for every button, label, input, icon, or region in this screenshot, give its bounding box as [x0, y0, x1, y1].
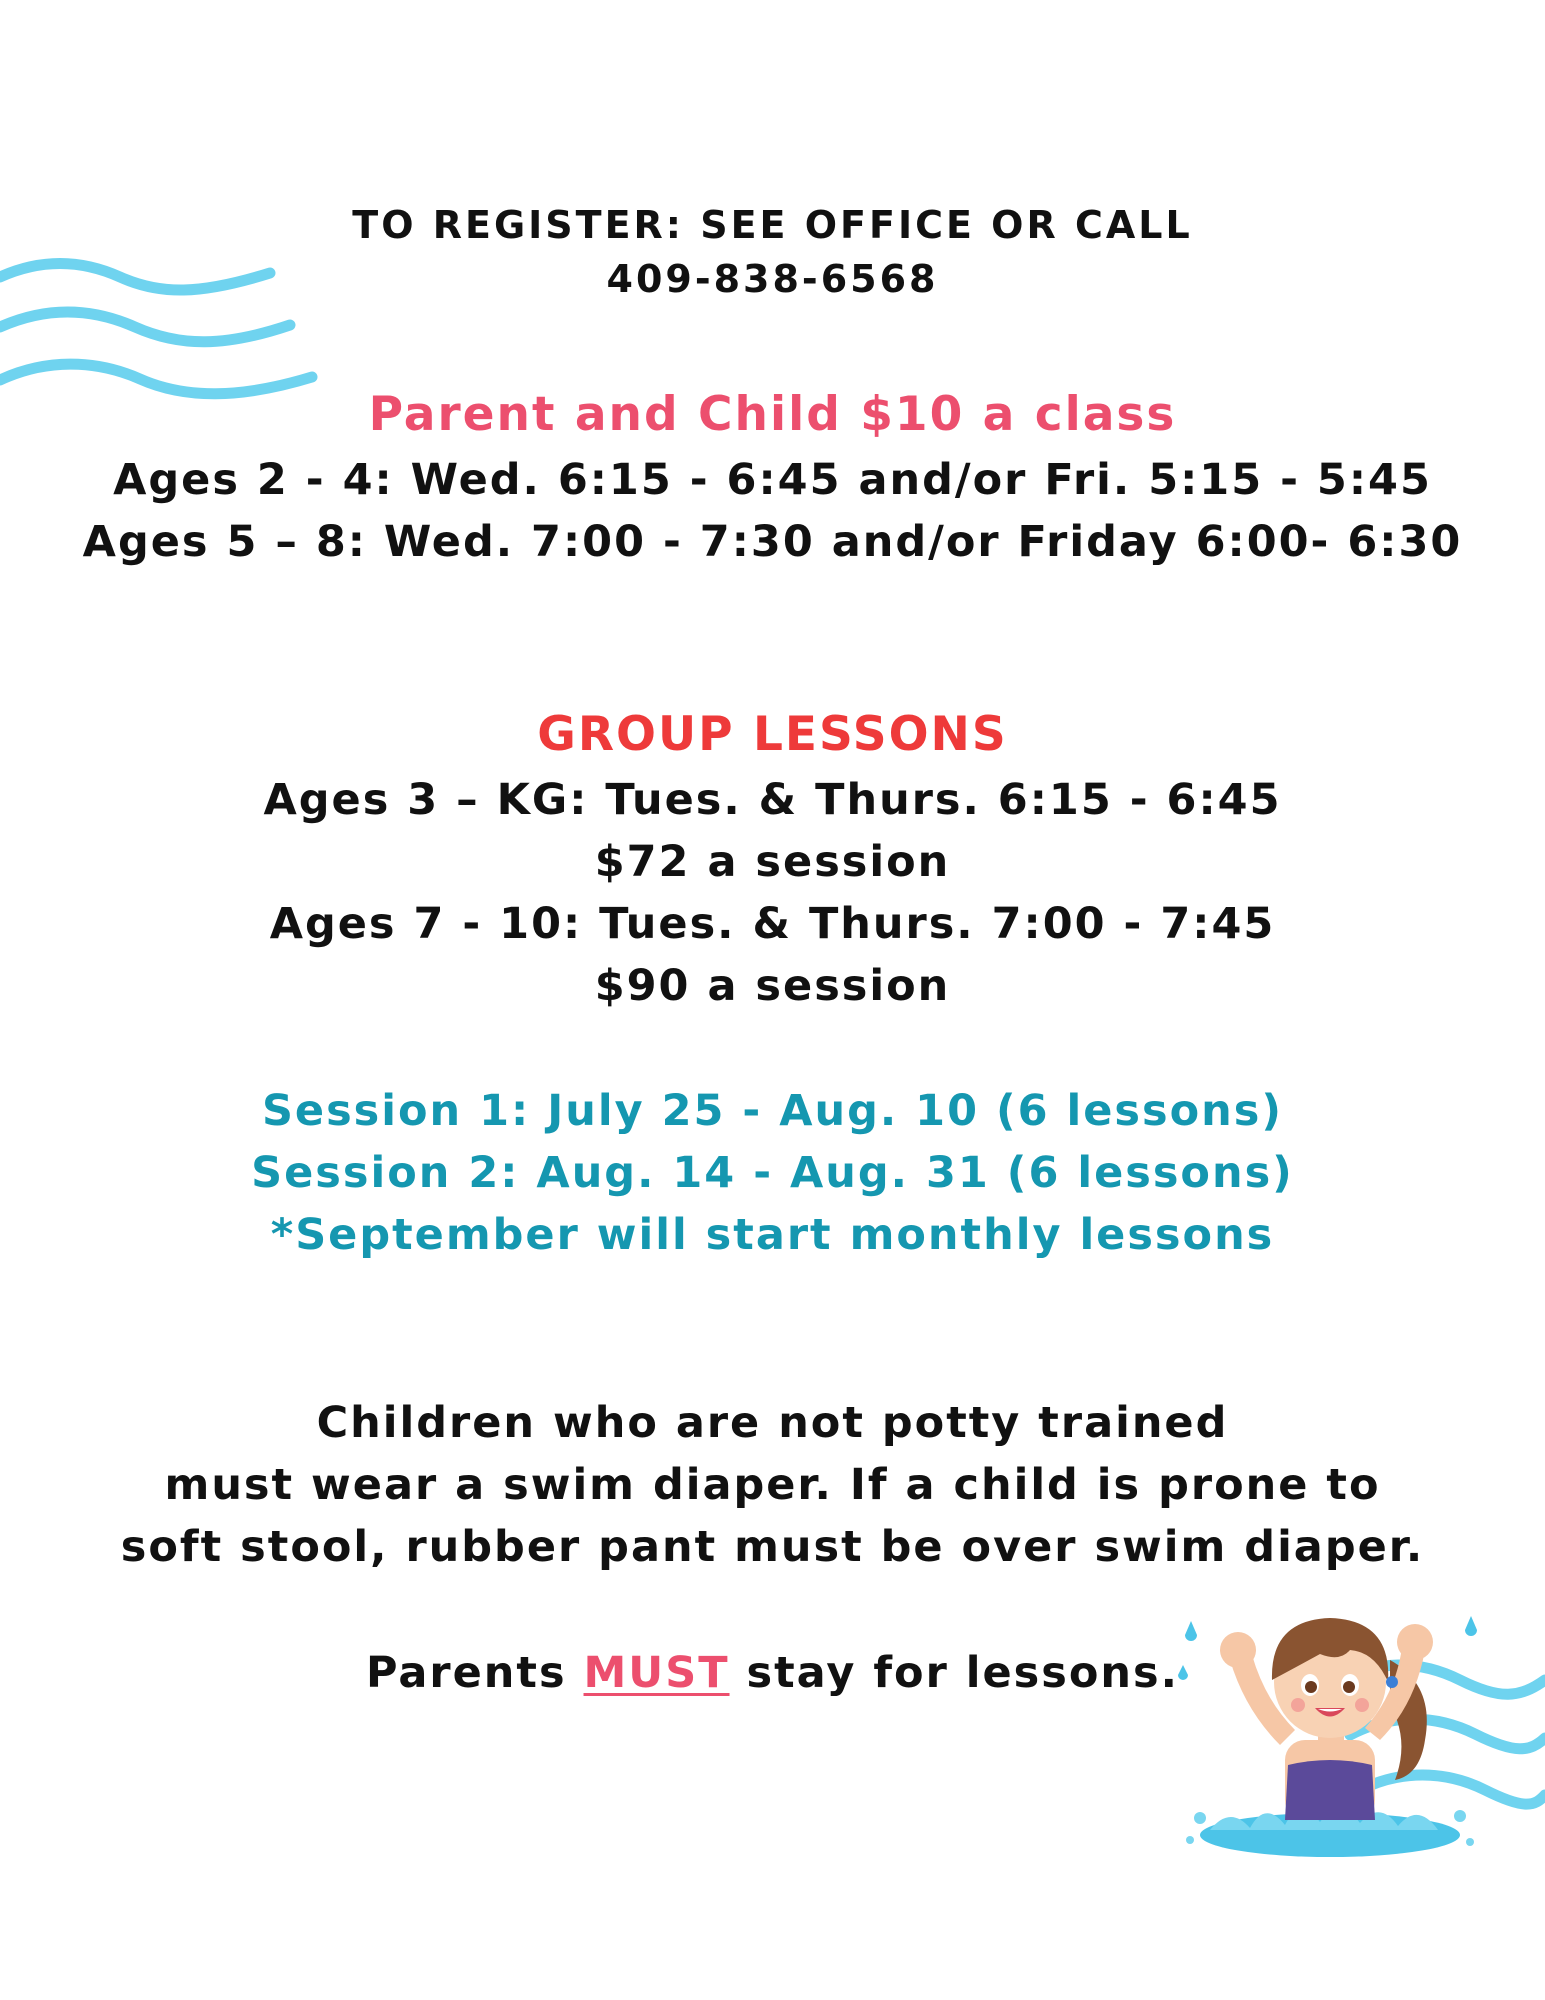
swimming-girl-illustration — [1170, 1590, 1490, 1870]
parents-text-after: stay for lessons. — [729, 1648, 1179, 1698]
session-1: Session 1: July 25 - Aug. 10 (6 lessons) — [261, 1086, 1284, 1136]
parent-child-heading: Parent and Child $10 a class — [368, 387, 1177, 442]
session-2: Session 2: Aug. 14 - Aug. 31 (6 lessons) — [251, 1148, 1294, 1198]
group-schedule-ages-7-10: Ages 7 - 10: Tues. & Thurs. 7:00 - 7:45 — [269, 899, 1276, 949]
group-schedule-ages-3-kg: Ages 3 – KG: Tues. & Thurs. 6:15 - 6:45 — [263, 775, 1282, 825]
must-emphasis: MUST — [583, 1648, 730, 1698]
diaper-notice-line-1: Children who are not potty trained — [316, 1398, 1229, 1448]
diaper-notice-line-3: soft stool, rubber pant must be over swim diaper. — [120, 1522, 1425, 1572]
september-note: *September will start monthly lessons — [270, 1210, 1275, 1260]
register-instructions: TO REGISTER: SEE OFFICE OR CALL — [352, 203, 1193, 247]
group-price-90: $90 a session — [594, 961, 951, 1011]
parent-child-schedule-ages-2-4: Ages 2 - 4: Wed. 6:15 - 6:45 and/or Fri. 5:15 - 5:45 — [113, 455, 1432, 505]
diaper-notice-line-2: must wear a swim diaper. If a child is prone to — [164, 1460, 1381, 1510]
phone-number: 409-838-6568 — [606, 257, 939, 301]
group-lessons-heading: GROUP LESSONS — [537, 707, 1008, 762]
parent-child-schedule-ages-5-8: Ages 5 – 8: Wed. 7:00 - 7:30 and/or Friday 6:00- 6:30 — [82, 517, 1463, 567]
parents-text-before: Parents — [366, 1648, 584, 1698]
group-price-72: $72 a session — [594, 837, 951, 887]
